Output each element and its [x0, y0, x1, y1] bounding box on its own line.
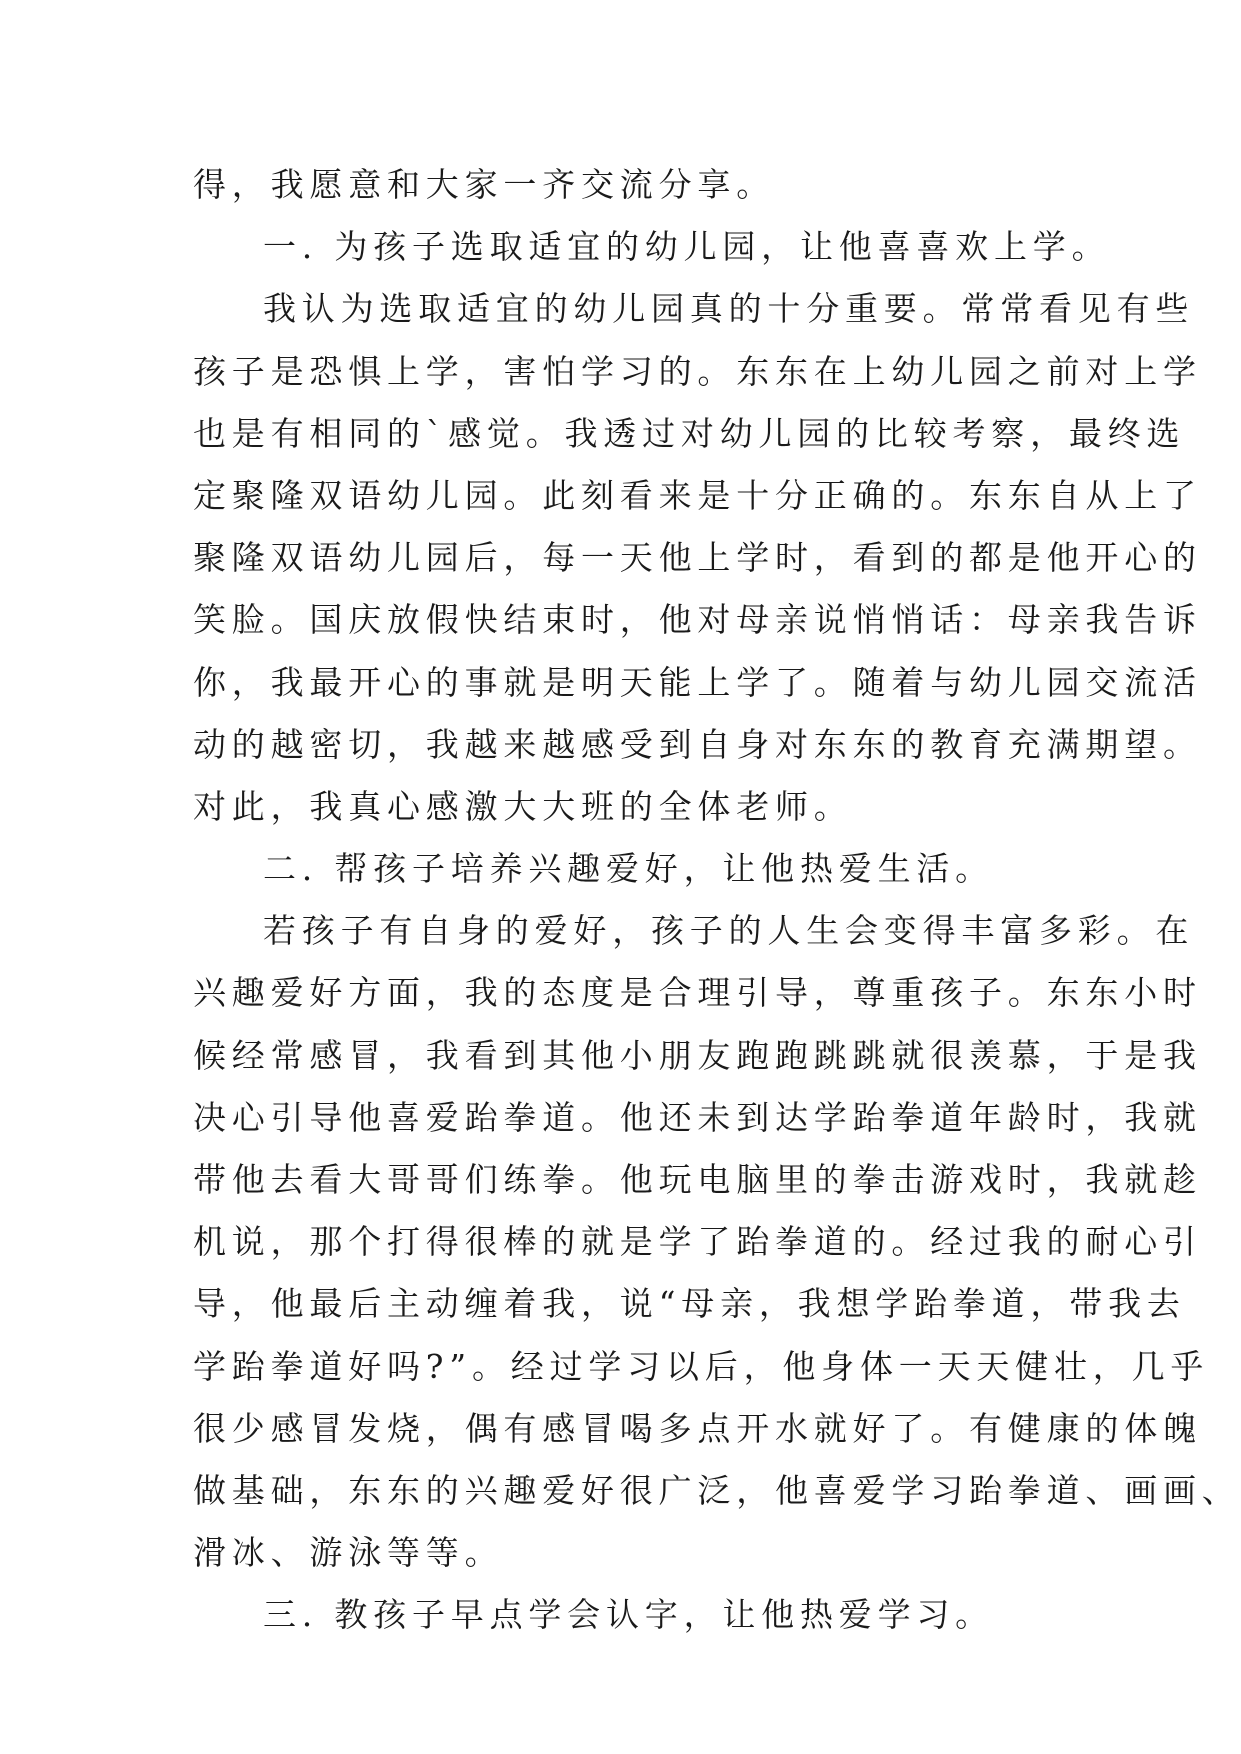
text-line: 笑脸。国庆放假快结束时，他对母亲说悄悄话：母亲我告诉: [193, 600, 1202, 640]
text-line: 学跆拳道好吗?”。经过学习以后，他身体一天天健壮，几乎: [193, 1346, 1210, 1386]
text-line: 对此，我真心感激大大班的全体老师。: [193, 786, 853, 826]
text-line: 你，我最开心的事就是明天能上学了。随着与幼儿园交流活: [193, 662, 1202, 702]
text-line: 我认为选取适宜的幼儿园真的十分重要。常常看见有些: [263, 289, 1195, 329]
text-line: 机说，那个打得很棒的就是学了跆拳道的。经过我的耐心引: [193, 1222, 1202, 1262]
text-line: 决心引导他喜爱跆拳道。他还未到达学跆拳道年龄时，我就: [193, 1097, 1202, 1137]
body-text: [193, 154, 1241, 1647]
text-line: 孩子是恐惧上学，害怕学习的。东东在上幼儿园之前对上学: [193, 351, 1202, 391]
section-heading-1: 一. 为孩子选取适宜的幼儿园，让他喜喜欢上学。: [263, 227, 1111, 267]
text-line: 带他去看大哥哥们练拳。他玩电脑里的拳击游戏时，我就趁: [193, 1160, 1202, 1199]
text-line: 聚隆双语幼儿园后，每一天他上学时，看到的都是他开心的: [193, 538, 1202, 578]
text-line: 做基础，东东的兴趣爱好很广泛，他喜爱学习跆拳道、画画、: [193, 1470, 1241, 1510]
section-heading-2: 二. 帮孩子培养兴趣爱好，让他热爱生活。: [263, 849, 994, 889]
text-line: 候经常感冒，我看到其他小朋友跑跑跳跳就很羡慕，于是我: [193, 1035, 1202, 1075]
text-line: 滑冰、游泳等等。: [193, 1533, 504, 1573]
text-line: 兴趣爱好方面，我的态度是合理引导，尊重孩子。东东小时: [193, 973, 1202, 1013]
text-line: 动的越密切，我越来越感受到自身对东东的教育充满期望。: [193, 724, 1202, 764]
text-line: 也是有相同的`感觉。我透过对幼儿园的比较考察，最终选: [193, 413, 1186, 453]
text-line: 若孩子有自身的爱好，孩子的人生会变得丰富多彩。在: [263, 911, 1195, 951]
text-line: 导，他最后主动缠着我，说“母亲，我想学跆拳道，带我去: [193, 1284, 1186, 1324]
text-line: 很少感冒发烧，偶有感冒喝多点开水就好了。有健康的体魄: [193, 1408, 1202, 1448]
section-heading-3: 三. 教孩子早点学会认字，让他热爱学习。: [263, 1595, 994, 1635]
text-line: 定聚隆双语幼儿园。此刻看来是十分正确的。东东自从上了: [193, 475, 1202, 515]
text-line: 得，我愿意和大家一齐交流分享。: [193, 165, 775, 204]
